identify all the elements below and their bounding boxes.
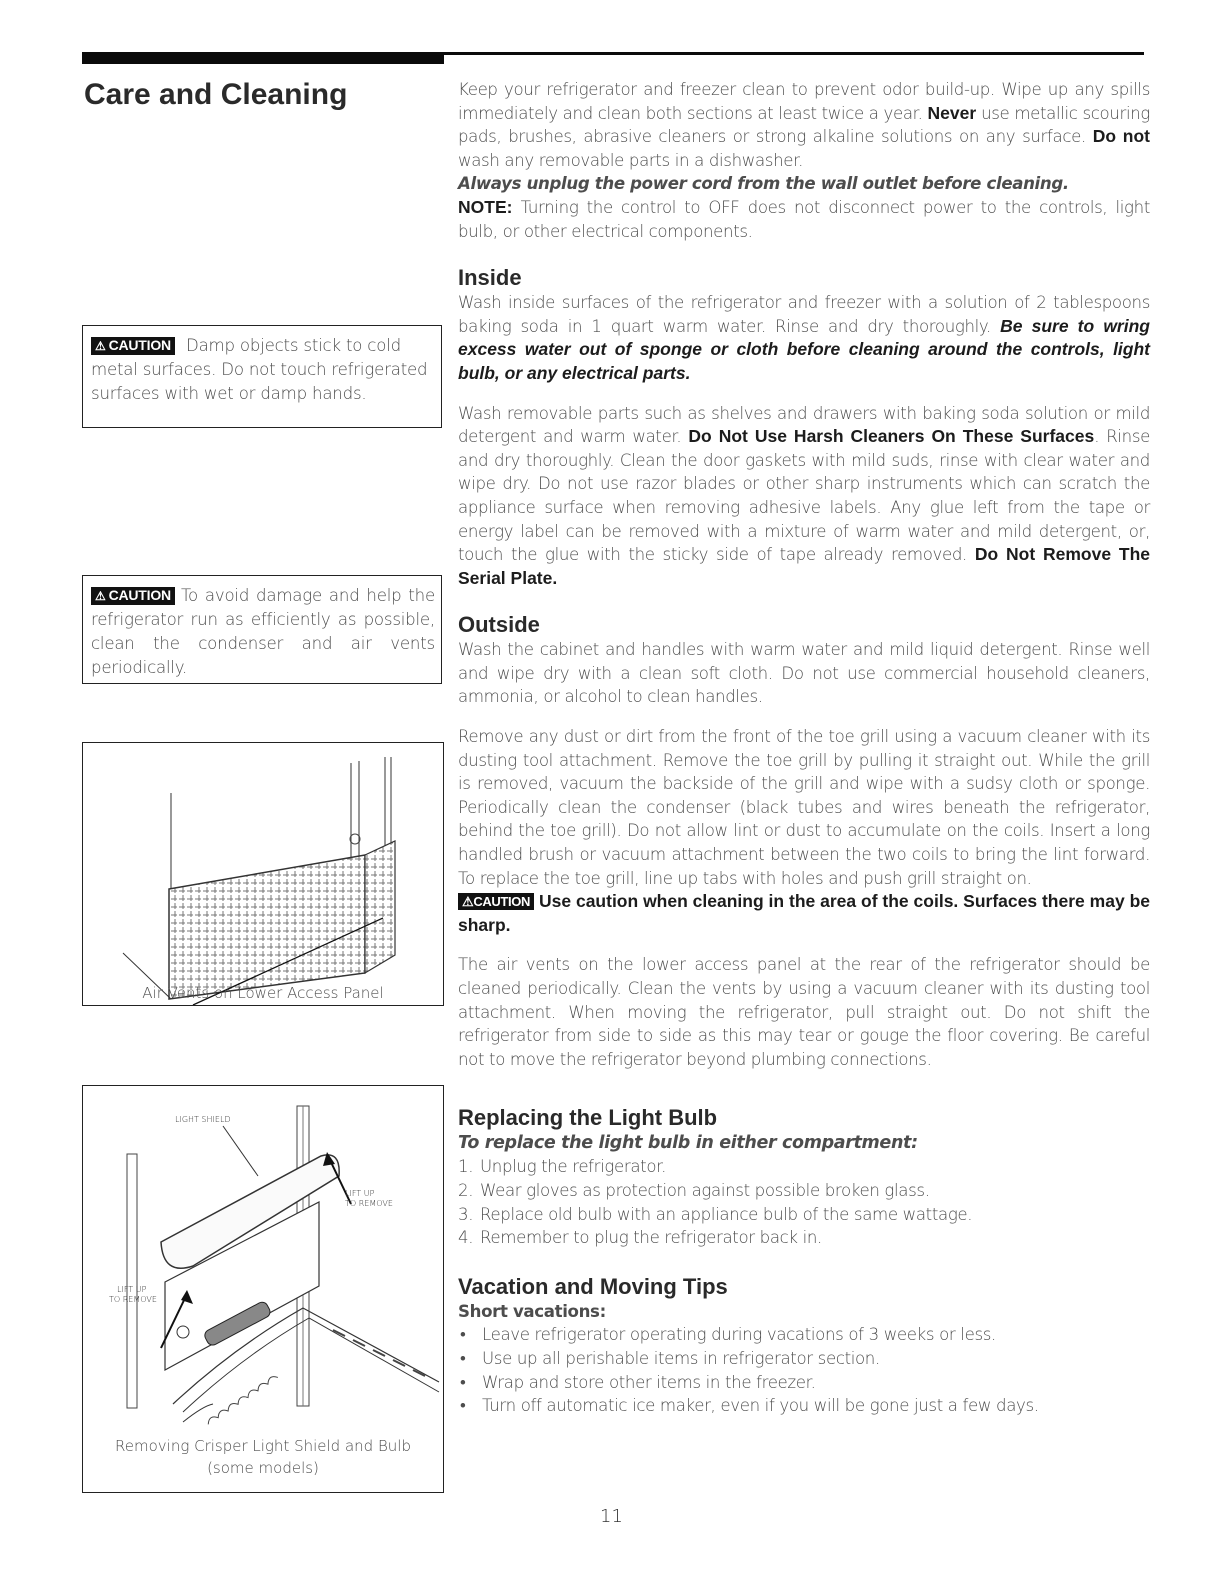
outside-heading: Outside (458, 612, 540, 638)
light-bulb-subheading: To replace the light bulb in either compartment: (458, 1133, 918, 1154)
page-title: Care and Cleaning (84, 78, 348, 111)
header-rule-thin (444, 52, 1144, 55)
light-bulb-steps (458, 1155, 1150, 1249)
vacation-heading: Vacation and Moving Tips (458, 1273, 728, 1299)
air-vents-caption: Air Vents on Lower Access Panel (142, 984, 384, 1002)
intro-paragraph: Keep your refrigerator and freezer clean to prevent odor build-up. Wipe up any spills immediately and clean both sections at least twice a year. Never use metallic scouring pads, brushes, abrasive cleaners or strong alkaline solutions on any surface. Do not wash any removable parts in a dishwasher. (458, 80, 1150, 170)
light-shield-label: LIGHT SHIELD (175, 1115, 231, 1124)
header-rule-thick (82, 52, 444, 64)
list-item: • Use up all perishable items in refrigerator section. (460, 1348, 880, 1368)
warning-icon: ⚠ (95, 589, 106, 603)
outside-paragraph-1: Wash the cabinet and handles with warm water and mild liquid detergent. Rinse well and wipe dry with a clean soft cloth. Do not use commercial household cleaners, ammonia, or alcohol to clean handles. (458, 640, 1150, 707)
to-remove-label-right: TO REMOVE (345, 1199, 393, 1208)
light-shield-illustration (83, 1086, 441, 1492)
figure-air-vents (82, 742, 444, 1006)
air-vents-illustration (83, 743, 441, 1005)
caution-badge: ⚠ CAUTION (91, 337, 175, 355)
caution-box-damp: ⚠ CAUTION Damp objects stick to cold metal surfaces. Do not touch refrigerated surfaces with wet or damp hands. (82, 325, 442, 428)
page-number: 11 (600, 1506, 623, 1527)
inside-paragraph-2: Wash removable parts such as shelves and drawers with baking soda solution or mild detergent and warm water. Do Not Use Harsh Cleaners On These Surfaces. Rinse and dry thoroughly. Clean the door gaskets with mild suds, rinse with clear water and wipe dry. Do not use razor blades or other sharp instruments which can scratch the appliance surface when removing adhesive labels. Any glue left from the tape or energy label can be removed with a mixture of warm water and mild detergent, or, touch the glue with the sticky side of tape already removed. Do Not Remove The Serial Plate. (458, 403, 1150, 588)
coil-caution: ⚠CAUTION Use caution when cleaning in the area of the coils. Surfaces there may be sharp. (458, 891, 1150, 935)
light-shield-caption-line-2: (some models) (207, 1459, 319, 1477)
warning-icon: ⚠ (462, 894, 474, 910)
list-item: 2. Wear gloves as protection against possible broken glass. (458, 1180, 930, 1200)
vacation-tips (458, 1323, 1150, 1417)
note-paragraph: NOTE: Turning the control to OFF does not disconnect power to the controls, light bulb, or other electrical components. (458, 196, 1150, 241)
list-item: • Wrap and store other items in the freezer. (460, 1372, 816, 1392)
main-text-column (458, 78, 1150, 1418)
list-item: 4. Remember to plug the refrigerator back in. (458, 1228, 822, 1248)
figure-light-shield (82, 1085, 444, 1493)
caution-badge: ⚠CAUTION (458, 893, 534, 910)
lift-up-label-left: LIFT UP (117, 1285, 147, 1294)
inside-heading: Inside (458, 265, 522, 291)
caution-box-condenser: ⚠ CAUTION To avoid damage and help the refrigerator run as efficiently as possible, clean the condenser and air vents periodically. (82, 575, 442, 684)
to-remove-label-left: TO REMOVE (109, 1295, 157, 1304)
list-item: 3. Replace old bulb with an appliance bulb of the same wattage. (458, 1204, 973, 1224)
warning-icon: ⚠ (95, 339, 106, 353)
lift-up-label-right: LIFT UP (345, 1189, 375, 1198)
caution-badge: ⚠ CAUTION (91, 587, 175, 605)
list-item: • Turn off automatic ice maker, even if you will be gone just a few days. (460, 1396, 1039, 1416)
unplug-warning: Always unplug the power cord from the wall outlet before cleaning. (458, 174, 1069, 194)
light-bulb-heading: Replacing the Light Bulb (458, 1105, 718, 1131)
outside-paragraph-2: Remove any dust or dirt from the front of the toe grill using a vacuum cleaner with its dusting tool attachment. Remove the toe grill by pulling it straight out. While the grill is removed, vacuum the backside of the grill and wipe with a sudsy cloth or sponge. Periodically clean the condenser (black tubes and wires beneath the refrigerator, behind the toe grill). Do not allow lint or dust to accumulate on the coils. Insert a long handled brush or vacuum attachment between the two coils to bring the lint forward. To replace the toe grill, line up tabs with holes and push grill straight on. (458, 727, 1150, 888)
outside-paragraph-3: The air vents on the lower access panel at the rear of the refrigerator should be cleaned periodically. Clean the vents by using a vacuum cleaner with its dusting tool attachment. When moving the refrigerator, pull straight out. Do not shift the refrigerator from side to side as this may tear or gouge the floor covering. Be careful not to move the refrigerator beyond plumbing connections. (458, 955, 1150, 1069)
vacation-subheading: Short vacations: (458, 1301, 606, 1321)
inside-paragraph-1: Wash inside surfaces of the refrigerator and freezer with a solution of 2 tablespoons baking soda in 1 quart warm water. Rinse and dry thoroughly. Be sure to wring excess water out of sponge or cloth before cleaning around the controls, light bulb, or any electrical parts. (458, 293, 1150, 383)
light-shield-caption-line-1: Removing Crisper Light Shield and Bulb (115, 1437, 411, 1455)
list-item: • Leave refrigerator operating during vacations of 3 weeks or less. (460, 1325, 996, 1345)
list-item: 1. Unplug the refrigerator. (458, 1157, 666, 1177)
